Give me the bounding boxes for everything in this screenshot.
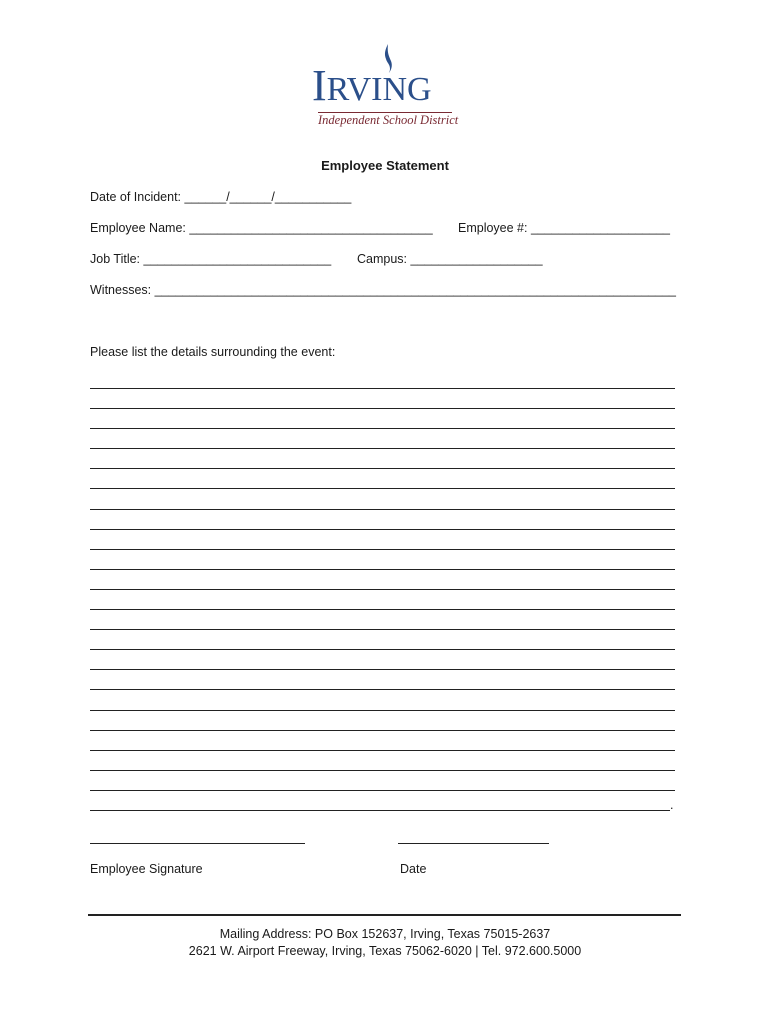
final-period: . [670,798,674,812]
writing-line [90,669,675,670]
writing-line [90,710,675,711]
writing-line [90,509,675,510]
signature-label: Employee Signature [90,862,203,876]
writing-line [90,810,670,811]
writing-line [90,468,675,469]
writing-line [90,750,675,751]
employee-number-field[interactable]: Employee #: ____________________ [458,221,670,235]
date-line[interactable] [398,843,549,844]
writing-line [90,529,675,530]
district-logo [312,40,458,132]
writing-line [90,448,675,449]
writing-line [90,569,675,570]
logo-wordmark-rest: RVING [326,71,432,108]
writing-line [90,770,675,771]
logo-subtitle: Independent School District [318,113,459,127]
campus-field[interactable]: Campus: ___________________ [357,252,543,266]
logo-wordmark [312,61,432,112]
writing-line [90,488,675,489]
writing-line [90,609,675,610]
witnesses-field[interactable]: Witnesses: ___________________________________________________________________________ [90,283,676,297]
date-label: Date [400,862,427,876]
footer-street-address: 2621 W. Airport Freeway, Irving, Texas 75062-6020 | Tel. 972.600.5000 [188,944,582,958]
footer-mailing-address: Mailing Address: PO Box 152637, Irving, Texas 75015-2637 [219,927,551,941]
writing-line [90,730,675,731]
details-writing-area[interactable] [90,388,675,830]
details-prompt: Please list the details surrounding the event: [90,345,336,359]
writing-line [90,408,675,409]
employee-name-field[interactable]: Employee Name: ___________________________________ [90,221,433,235]
date-of-incident-field[interactable]: Date of Incident: ______/______/___________ [90,190,352,204]
writing-line [90,589,675,590]
writing-line [90,549,675,550]
form-title: Employee Statement [321,158,449,173]
writing-line [90,649,675,650]
logo-wordmark-initial: I [312,61,327,110]
footer-divider [88,914,681,916]
signature-line[interactable] [90,843,305,844]
writing-line [90,629,675,630]
writing-line [90,689,675,690]
writing-line [90,388,675,389]
job-title-field[interactable]: Job Title: ___________________________ [90,252,332,266]
writing-line [90,790,675,791]
writing-line [90,428,675,429]
